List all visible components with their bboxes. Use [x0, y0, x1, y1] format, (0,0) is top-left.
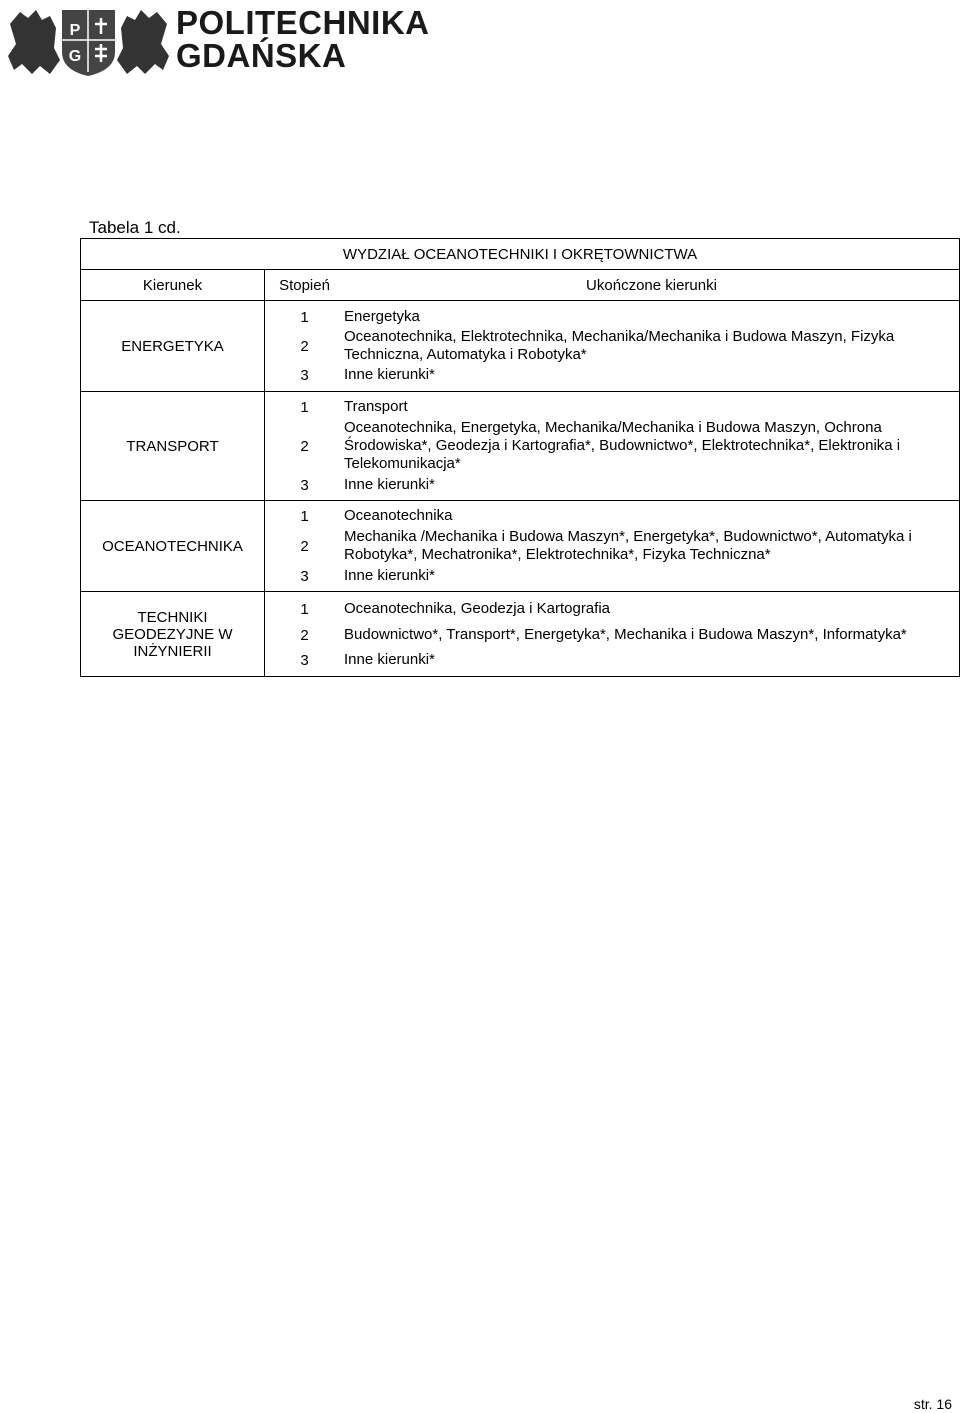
- table-row: [265, 507, 959, 525]
- column-header-stopien: Stopień: [265, 270, 345, 301]
- stopien-cell: 2: [300, 337, 309, 355]
- stopien-cell: 2: [300, 537, 309, 555]
- stopien-cell: 3: [300, 366, 309, 384]
- brand-name-line1: POLITECHNIKA: [176, 4, 430, 41]
- course-list: Oceanotechnika, Geodezja i Kartografia: [344, 600, 610, 617]
- table-row: [265, 596, 959, 622]
- table-group: [81, 592, 960, 677]
- course-list: Energetyka: [344, 308, 420, 325]
- table-row: [265, 416, 959, 476]
- kierunek-cell: OCEANOTECHNIKA: [81, 501, 265, 592]
- stopien-cell: 2: [300, 437, 309, 455]
- course-list: Oceanotechnika: [344, 507, 453, 524]
- crest-icon: [6, 4, 171, 78]
- course-list: Inne kierunki*: [344, 651, 435, 668]
- stopien-cell: 3: [300, 651, 309, 669]
- course-list: Oceanotechnika, Energetyka, Mechanika/Mechanika i Budowa Maszyn, Ochrona Środowiska*, Geodezja i Kartografia*, Budownictwo*, Elektrotechnika*, Elektronika i Telekomunikacja*: [344, 419, 901, 472]
- course-list: Inne kierunki*: [344, 476, 435, 493]
- table-group: [81, 301, 960, 392]
- table-row: [265, 366, 959, 384]
- kierunek-cell: ENERGETYKA: [81, 301, 265, 392]
- stopien-cell: 2: [300, 626, 309, 644]
- table-row: [265, 622, 959, 648]
- course-list: Budownictwo*, Transport*, Energetyka*, Mechanika i Budowa Maszyn*, Informatyka*: [344, 626, 907, 643]
- table-row: [265, 567, 959, 585]
- stopien-cell: 1: [300, 507, 309, 525]
- svg-text:P: P: [69, 22, 81, 39]
- table-row: [265, 308, 959, 326]
- table-group: [81, 392, 960, 501]
- stopien-cell: 3: [300, 476, 309, 494]
- table-row: [265, 398, 959, 416]
- table-group: [81, 501, 960, 592]
- kierunek-cell: TRANSPORT: [81, 392, 265, 501]
- stopien-cell: 1: [300, 600, 309, 618]
- stopien-cell: 1: [300, 398, 309, 416]
- svg-text:G: G: [68, 48, 82, 65]
- kierunek-cell: TECHNIKI GEODEZYJNE W INŻYNIERII: [81, 592, 265, 677]
- stopien-cell: 3: [300, 567, 309, 585]
- course-list: Inne kierunki*: [344, 366, 435, 383]
- column-header-ukonczone: Ukończone kierunki: [344, 270, 960, 301]
- table-row: [265, 525, 959, 567]
- table-row: [265, 326, 959, 366]
- admission-table: [80, 238, 960, 677]
- page-number: str. 16: [913, 1396, 952, 1412]
- table-row: [265, 648, 959, 672]
- course-list: Mechanika /Mechanika i Budowa Maszyn*, Energetyka*, Budownictwo*, Automatyka i Robotyka*, Mechatronika*, Elektrotechnika*, Fizyka Techniczna*: [344, 528, 912, 563]
- course-list: Inne kierunki*: [344, 567, 435, 584]
- course-list: Oceanotechnika, Elektrotechnika, Mechanika/Mechanika i Budowa Maszyn, Fizyka Techniczna, Automatyka i Robotyka*: [344, 328, 895, 363]
- stopien-cell: 1: [300, 308, 309, 326]
- table-row: [265, 476, 959, 494]
- brand-name-line2: GDAŃSKA: [176, 37, 347, 74]
- column-header-kierunek: Kierunek: [81, 270, 265, 301]
- course-list: Transport: [344, 398, 408, 415]
- table-caption: Tabela 1 cd.: [89, 218, 181, 237]
- faculty-title: WYDZIAŁ OCEANOTECHNIKI I OKRĘTOWNICTWA: [81, 239, 960, 270]
